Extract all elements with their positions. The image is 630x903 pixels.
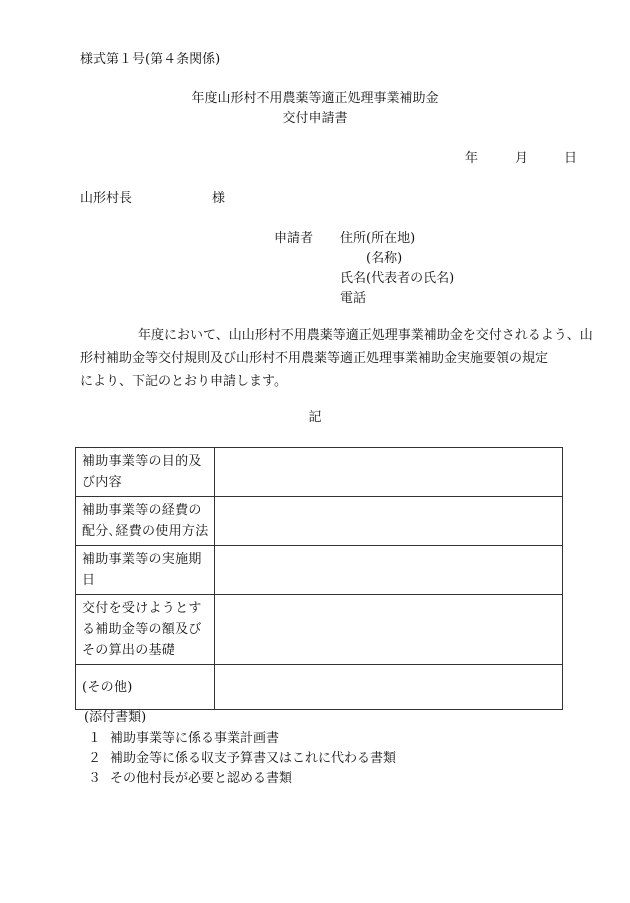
attachment-item: [88, 751, 396, 767]
attachment-text: その他村長が必要と認める書類: [110, 771, 293, 786]
form-number: 様式第１号(第４条関係): [80, 52, 221, 67]
body-line3: により、下記のとおり申請します。: [80, 374, 287, 389]
row-value[interactable]: [215, 448, 563, 497]
title-line2: 交付申請書: [282, 111, 348, 126]
applicant-address: 住所(所在地): [340, 231, 416, 246]
row-value[interactable]: [215, 595, 563, 665]
row-label: [76, 546, 215, 595]
label-line: び内容: [82, 475, 122, 490]
attachment-text: 補助金等に係る収支予算書又はこれに代わる書類: [110, 751, 397, 766]
date-day: 日: [564, 151, 578, 166]
label-line: その算出の基礎: [82, 643, 176, 658]
attachment-num: ２: [88, 751, 102, 766]
row-label: [76, 448, 215, 497]
row-label: [76, 497, 215, 546]
label-line: (その他): [82, 679, 133, 695]
attachments-heading: (添付書類): [84, 710, 147, 725]
row-value[interactable]: [215, 546, 563, 595]
title-line1: 年度山形村不用農薬等適正処理事業補助金: [191, 91, 439, 106]
body-line1: 年度において、山山形村不用農薬等適正処理事業補助金を交付されるよう、山: [138, 328, 593, 343]
label-line: 補助事業等の経費の: [82, 503, 202, 518]
addressee-name: 山形村長: [80, 191, 133, 206]
row-value[interactable]: [215, 497, 563, 546]
table-row: [76, 665, 563, 710]
label-line: 補助事業等の目的及: [82, 454, 202, 469]
table-row: [76, 497, 563, 546]
applicant-phone: 電話: [340, 291, 367, 306]
attachment-text: 補助事業等に係る事業計画書: [110, 731, 280, 746]
attachment-item: [88, 731, 279, 747]
label-line: 交付を受けようとす: [82, 601, 202, 616]
attachment-item: [88, 771, 292, 787]
ki-heading: 記: [308, 410, 322, 425]
label-line: 配分､経費の使用方法: [82, 524, 209, 539]
body-line2: 形村補助金等交付規則及び山形村不用農薬等適正処理事業補助金実施要領の規定: [80, 351, 549, 366]
table-row: [76, 448, 563, 497]
label-line: 日: [82, 573, 96, 588]
date-year: 年: [465, 151, 479, 166]
attachment-num: １: [88, 731, 102, 746]
applicant-org-name: (名称): [366, 251, 403, 266]
table-row: [76, 546, 563, 595]
row-value[interactable]: [215, 665, 563, 710]
date-month: 月: [515, 151, 529, 166]
addressee-honorific: 様: [212, 191, 226, 206]
applicant-name: 氏名(代表者の氏名): [340, 271, 455, 286]
row-label: [76, 595, 215, 665]
applicant-label: 申請者: [274, 231, 314, 246]
table-row: [76, 595, 563, 665]
attachment-num: ３: [88, 771, 102, 786]
row-label: [76, 665, 215, 710]
application-table: [75, 447, 563, 710]
body-paragraph: [80, 324, 593, 393]
label-line: 補助事業等の実施期: [82, 552, 202, 567]
label-line: る補助金等の額及び: [82, 622, 202, 637]
